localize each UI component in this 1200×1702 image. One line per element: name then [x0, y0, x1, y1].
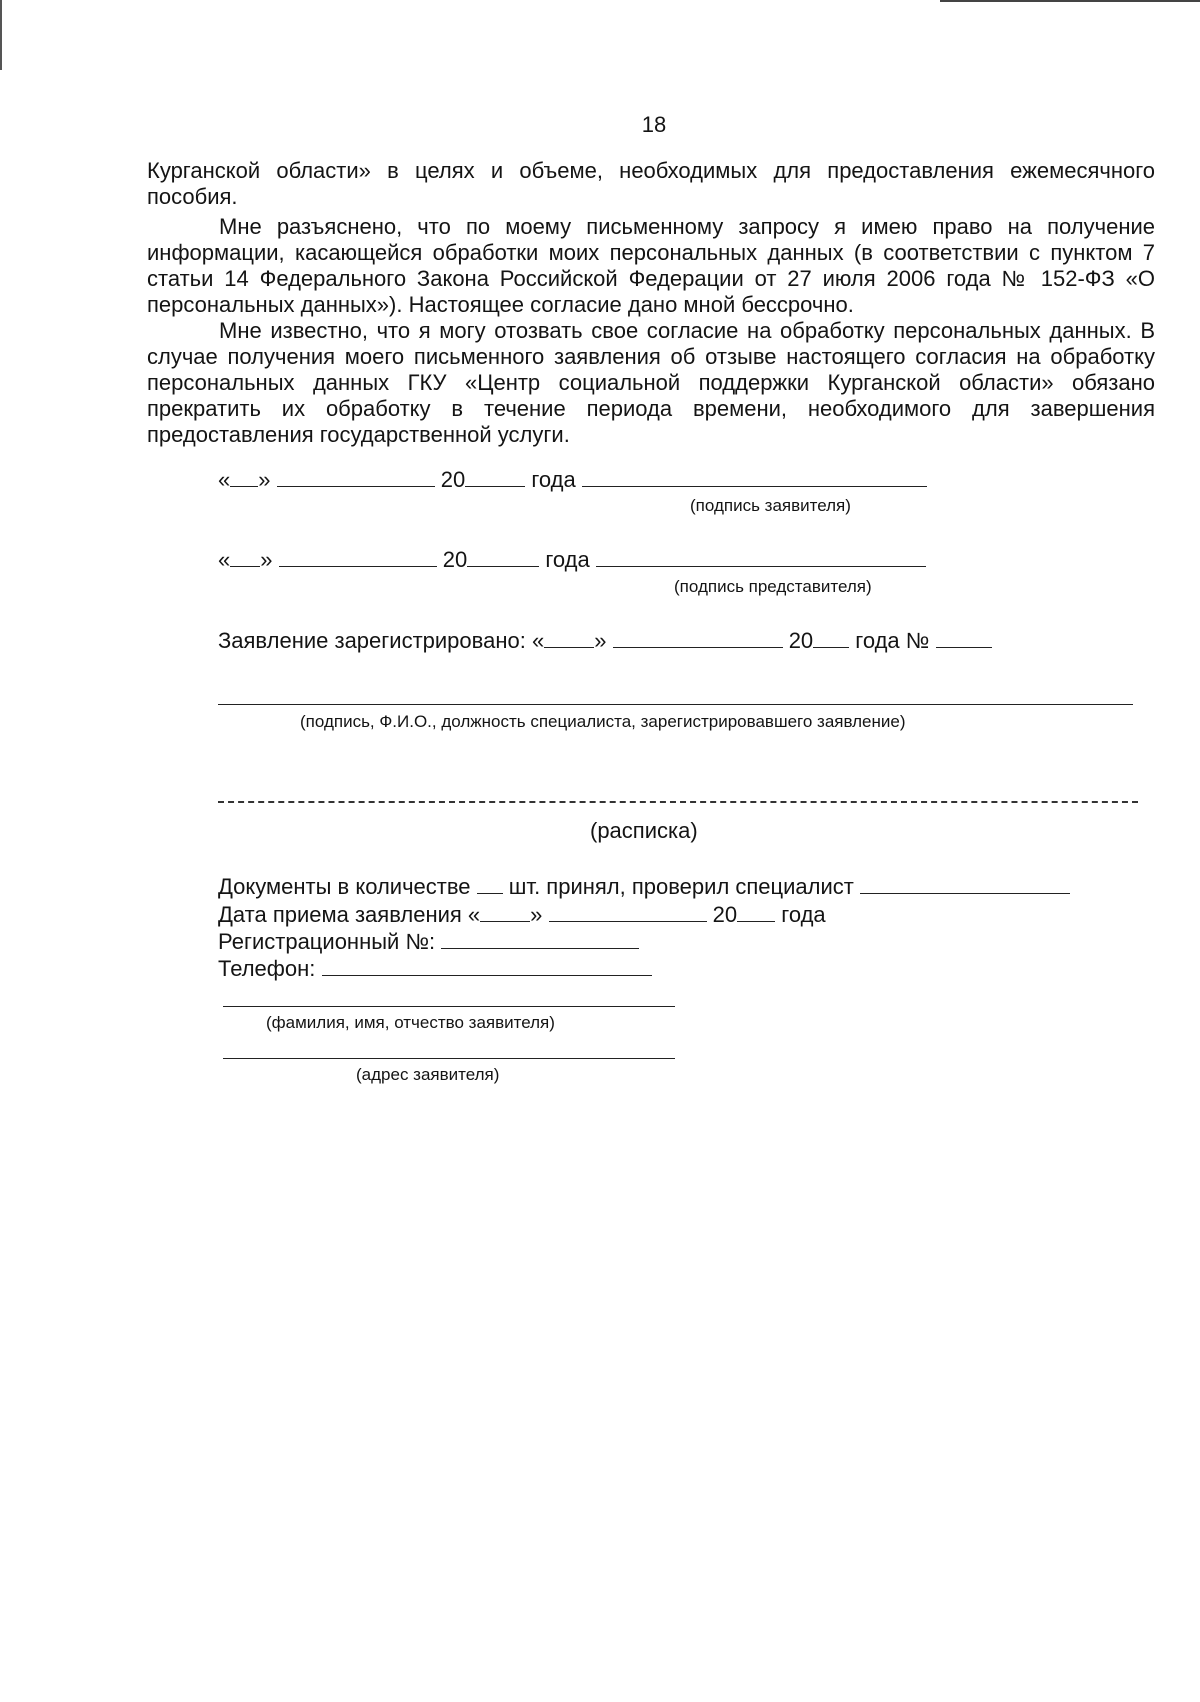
- day-blank[interactable]: [230, 548, 260, 567]
- receipt-documents-line: [218, 874, 1070, 900]
- applicant-signature-caption: (подпись заявителя): [690, 496, 851, 515]
- receipt-phone-line: [218, 956, 652, 982]
- reg-number-blank[interactable]: [441, 930, 639, 949]
- month-blank[interactable]: [279, 548, 437, 567]
- registration-number-blank[interactable]: [936, 629, 992, 648]
- open-quote: «: [218, 547, 231, 572]
- year-word: года: [545, 547, 590, 572]
- registration-year-blank[interactable]: [813, 629, 849, 648]
- address-blank[interactable]: [223, 1058, 675, 1059]
- date-month-blank[interactable]: [549, 903, 707, 922]
- scan-edge-top: [940, 0, 1200, 2]
- paragraph-revocation: Мне известно, что я могу отозвать свое согласие на обработку персональных данных. В случае получения моего письменного заявления об отзыве настоящего согласия на обработку персональных данных ГКУ «Центр социальной поддержки Курганской области» обязано прекратить их обработку в течение периода времени, необходимого для завершения предоставления государственной услуги.: [147, 318, 1155, 447]
- representative-signature-blank[interactable]: [596, 548, 926, 567]
- year-word: года №: [855, 628, 930, 653]
- date-day-blank[interactable]: [480, 903, 530, 922]
- year-blank[interactable]: [467, 548, 539, 567]
- specialist-signature-blank[interactable]: [218, 704, 1133, 705]
- specialist-caption: (подпись, Ф.И.О., должность специалиста, зарегистрировавшего заявление): [300, 712, 906, 731]
- address-caption: (адрес заявителя): [356, 1065, 500, 1084]
- close-quote: »: [260, 547, 273, 572]
- body-text: [147, 158, 1155, 448]
- year-prefix: 20: [442, 547, 468, 572]
- phone-blank[interactable]: [322, 957, 652, 976]
- year-prefix: 20: [440, 467, 466, 492]
- applicant-signature-blank[interactable]: [582, 468, 927, 487]
- receipt-title: (расписка): [590, 818, 698, 843]
- paragraph-right-to-information: Мне разъяснено, что по моему письменному запросу я имею право на получение информации, касающейся обработки моих персональных данных (в соответствии с пунктом 7 статьи 14 Федерального Закона Российской Федерации от 27 июля 2006 года № 152-ФЗ «О персональных данных»). Настоящее согласие дано мной бессрочно.: [147, 214, 1155, 317]
- applicant-signature-line: [218, 467, 927, 493]
- paragraph-continuation: Курганской области» в целях и объеме, необходимых для предоставления ежемесячного пособия.: [147, 158, 1155, 209]
- receipt-date-line: [218, 902, 826, 928]
- date-year-blank[interactable]: [737, 903, 775, 922]
- reg-number-label: Регистрационный №:: [218, 929, 436, 954]
- year-prefix: 20: [788, 628, 814, 653]
- year-prefix: 20: [712, 902, 738, 927]
- close-quote: »: [594, 628, 607, 653]
- documents-count-blank[interactable]: [477, 875, 503, 894]
- cut-line: [218, 801, 1138, 803]
- page-number: 18: [641, 112, 667, 137]
- year-word: года: [531, 467, 576, 492]
- registration-label: Заявление зарегистрировано: «: [218, 628, 545, 653]
- year-word: года: [781, 902, 826, 927]
- phone-label: Телефон:: [218, 956, 316, 981]
- date-label: Дата приема заявления «: [218, 902, 481, 927]
- month-blank[interactable]: [277, 468, 435, 487]
- registration-day-blank[interactable]: [544, 629, 594, 648]
- close-quote: »: [258, 467, 271, 492]
- registration-line: [218, 628, 992, 654]
- scan-edge-left: [0, 0, 2, 70]
- specialist-blank[interactable]: [860, 875, 1070, 894]
- fio-caption: (фамилия, имя, отчество заявителя): [266, 1013, 555, 1032]
- registration-month-blank[interactable]: [613, 629, 783, 648]
- representative-signature-line: [218, 547, 926, 573]
- documents-accepted-label: шт. принял, проверил специалист: [508, 874, 854, 899]
- receipt-reg-number-line: [218, 929, 639, 955]
- day-blank[interactable]: [230, 468, 258, 487]
- documents-label: Документы в количестве: [218, 874, 471, 899]
- close-quote: »: [530, 902, 543, 927]
- year-blank[interactable]: [465, 468, 525, 487]
- fio-blank[interactable]: [223, 1006, 675, 1007]
- open-quote: «: [218, 467, 231, 492]
- representative-signature-caption: (подпись представителя): [674, 577, 872, 596]
